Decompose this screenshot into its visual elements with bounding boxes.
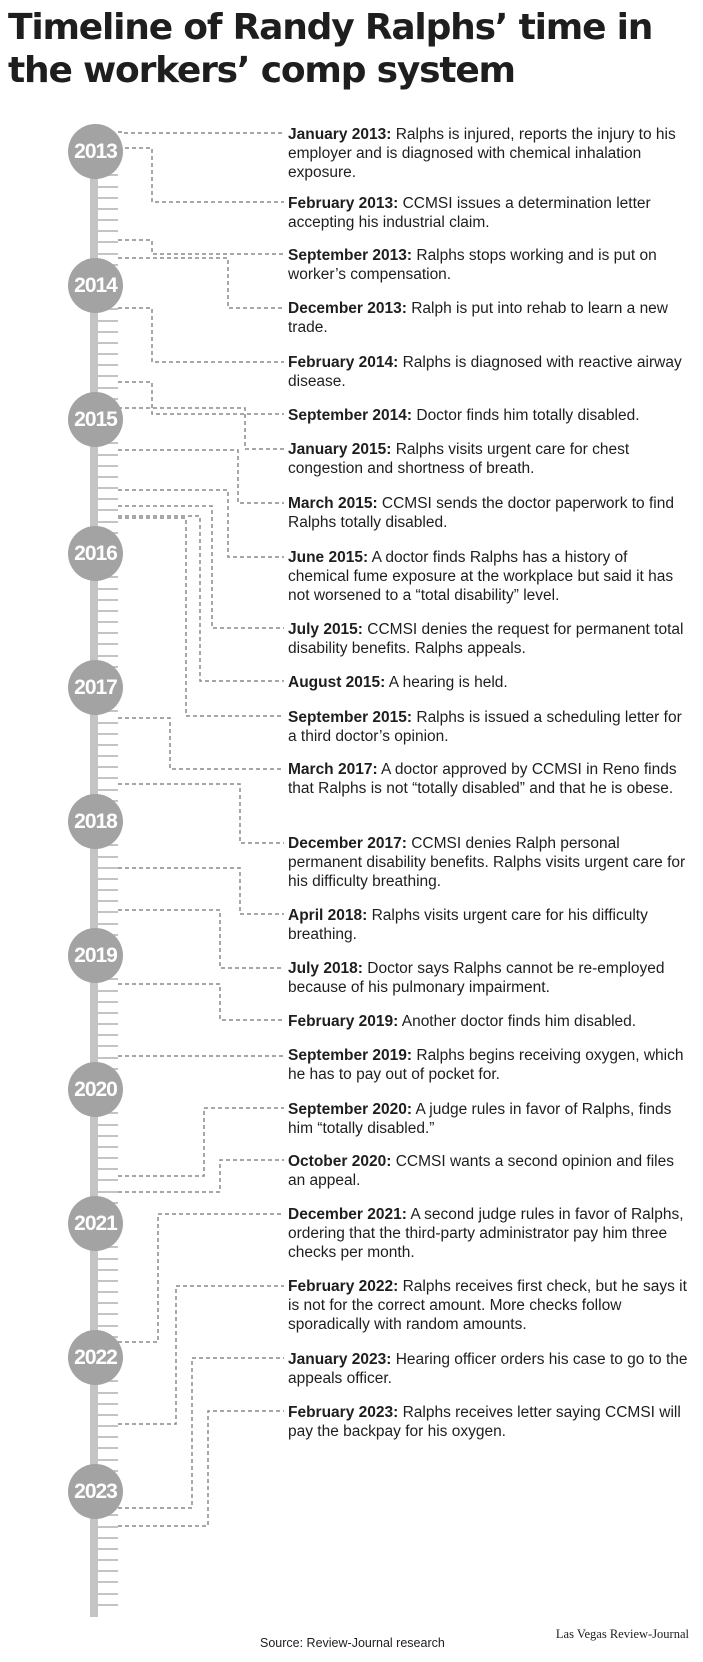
month-tick bbox=[98, 1447, 118, 1449]
month-tick bbox=[98, 331, 118, 333]
event-connector bbox=[118, 308, 284, 362]
month-tick bbox=[98, 1459, 118, 1461]
month-tick bbox=[98, 1548, 118, 1550]
timeline-event bbox=[288, 708, 688, 746]
month-tick bbox=[98, 253, 118, 255]
month-tick bbox=[98, 856, 118, 858]
month-tick bbox=[98, 1034, 118, 1036]
month-tick bbox=[98, 755, 118, 757]
month-tick bbox=[98, 1146, 118, 1148]
event-connector bbox=[118, 408, 284, 449]
month-tick bbox=[98, 1392, 118, 1394]
month-tick bbox=[98, 498, 118, 500]
month-tick bbox=[98, 588, 118, 590]
month-tick bbox=[98, 1280, 118, 1282]
month-tick bbox=[98, 744, 118, 746]
month-tick bbox=[98, 621, 118, 623]
event-date: February 2022: bbox=[288, 1278, 399, 1295]
event-text: CCMSI issues a determination letter accepting his industrial claim. bbox=[288, 195, 651, 231]
month-tick bbox=[98, 509, 118, 511]
event-connector bbox=[118, 1108, 284, 1176]
year-marker: 2016 bbox=[68, 526, 123, 581]
month-tick bbox=[98, 1135, 118, 1137]
event-date: December 2013: bbox=[288, 300, 407, 317]
month-tick bbox=[98, 1559, 118, 1561]
month-tick bbox=[98, 777, 118, 779]
event-text: A judge rules in favor of Ralphs, finds him “totally disabled.” bbox=[288, 1101, 672, 1137]
event-date: January 2015: bbox=[288, 441, 392, 458]
event-connector bbox=[118, 910, 284, 968]
event-text: Ralphs is diagnosed with reactive airway disease. bbox=[288, 354, 682, 390]
event-connector bbox=[118, 1214, 284, 1342]
event-date: April 2018: bbox=[288, 907, 368, 924]
month-tick bbox=[98, 241, 118, 243]
event-date: January 2023: bbox=[288, 1351, 392, 1368]
event-date: March 2017: bbox=[288, 761, 378, 778]
publisher-credit: Las Vegas Review-Journal bbox=[555, 1627, 689, 1641]
month-tick bbox=[98, 1570, 118, 1572]
event-text: Ralphs is issued a scheduling letter for a third doctor’s opinion. bbox=[288, 709, 682, 745]
month-tick bbox=[98, 364, 118, 366]
timeline-event bbox=[288, 760, 688, 798]
event-text: CCMSI sends the doctor paperwork to find Ralphs totally disabled. bbox=[288, 495, 674, 531]
month-tick bbox=[98, 599, 118, 601]
month-tick bbox=[98, 342, 118, 344]
event-text: A second judge rules in favor of Ralphs, ordering that the third-party administrator pay him three checks per month. bbox=[288, 1206, 684, 1261]
month-tick bbox=[98, 454, 118, 456]
event-date: September 2014: bbox=[288, 407, 413, 424]
month-tick bbox=[98, 1001, 118, 1003]
event-text: Ralph is put into rehab to learn a new trade. bbox=[288, 300, 668, 336]
timeline-event bbox=[288, 906, 688, 944]
event-date: October 2020: bbox=[288, 1153, 392, 1170]
event-text: Ralphs is injured, reports the injury to his employer and is diagnosed with chemical inhalation exposure. bbox=[288, 126, 676, 181]
month-tick bbox=[98, 867, 118, 869]
timeline-event bbox=[288, 194, 688, 232]
month-tick bbox=[98, 1593, 118, 1595]
month-tick bbox=[98, 320, 118, 322]
timeline-axis bbox=[90, 128, 98, 1617]
timeline-event bbox=[288, 1205, 688, 1262]
month-tick bbox=[98, 1581, 118, 1583]
month-tick bbox=[98, 1414, 118, 1416]
month-tick bbox=[98, 230, 118, 232]
event-date: September 2020: bbox=[288, 1101, 413, 1118]
month-tick bbox=[98, 632, 118, 634]
year-marker: 2020 bbox=[68, 1062, 123, 1117]
year-marker: 2018 bbox=[68, 794, 123, 849]
event-connector bbox=[118, 1286, 284, 1424]
month-tick bbox=[98, 722, 118, 724]
month-tick bbox=[98, 1604, 118, 1606]
event-text: Ralphs begins receiving oxygen, which he has to pay out of pocket for. bbox=[288, 1047, 684, 1083]
month-tick bbox=[98, 1436, 118, 1438]
title-line-2: the workers’ comp system bbox=[8, 50, 515, 91]
event-date: September 2013: bbox=[288, 247, 413, 264]
event-date: December 2021: bbox=[288, 1206, 407, 1223]
month-tick bbox=[98, 1124, 118, 1126]
timeline-event bbox=[288, 494, 688, 532]
month-tick bbox=[98, 643, 118, 645]
month-tick bbox=[98, 610, 118, 612]
month-tick bbox=[98, 1526, 118, 1528]
month-tick bbox=[98, 1045, 118, 1047]
event-connector bbox=[118, 1358, 284, 1508]
year-marker: 2014 bbox=[68, 258, 123, 313]
event-text: Doctor says Ralphs cannot be re-employed because of his pulmonary impairment. bbox=[288, 960, 665, 996]
timeline-event bbox=[288, 1277, 688, 1334]
timeline-event bbox=[288, 1350, 688, 1388]
event-date: December 2017: bbox=[288, 835, 407, 852]
event-connector bbox=[118, 984, 284, 1020]
month-tick bbox=[98, 375, 118, 377]
event-connector bbox=[118, 518, 284, 716]
month-tick bbox=[98, 1537, 118, 1539]
title-line-1: Timeline of Randy Ralphs’ time in bbox=[8, 7, 653, 48]
event-date: June 2015: bbox=[288, 549, 369, 566]
page-title bbox=[8, 6, 698, 92]
event-date: July 2018: bbox=[288, 960, 363, 977]
event-connector bbox=[118, 490, 284, 557]
month-tick bbox=[98, 900, 118, 902]
month-tick bbox=[98, 1168, 118, 1170]
year-marker: 2019 bbox=[68, 928, 123, 983]
event-connector bbox=[118, 148, 284, 202]
month-tick bbox=[98, 789, 118, 791]
month-tick bbox=[98, 219, 118, 221]
month-tick bbox=[98, 923, 118, 925]
month-tick bbox=[98, 353, 118, 355]
timeline-event bbox=[288, 1403, 688, 1441]
month-tick bbox=[98, 1057, 118, 1059]
timeline-event bbox=[288, 1012, 688, 1031]
event-date: March 2015: bbox=[288, 495, 378, 512]
event-text: CCMSI denies the request for permanent total disability benefits. Ralphs appeals. bbox=[288, 621, 684, 657]
month-tick bbox=[98, 1425, 118, 1427]
event-connector bbox=[118, 1411, 284, 1526]
event-connector bbox=[118, 240, 284, 254]
month-tick bbox=[98, 1269, 118, 1271]
event-connector bbox=[118, 784, 284, 843]
month-tick bbox=[98, 465, 118, 467]
year-marker: 2017 bbox=[68, 660, 123, 715]
month-tick bbox=[98, 387, 118, 389]
event-date: September 2019: bbox=[288, 1047, 413, 1064]
event-text: Another doctor finds him disabled. bbox=[398, 1013, 637, 1030]
event-text: Doctor finds him totally disabled. bbox=[412, 407, 640, 424]
event-date: February 2019: bbox=[288, 1013, 399, 1030]
event-text: A hearing is held. bbox=[385, 674, 508, 691]
month-tick bbox=[98, 1012, 118, 1014]
month-tick bbox=[98, 476, 118, 478]
year-marker: 2015 bbox=[68, 392, 123, 447]
month-tick bbox=[98, 766, 118, 768]
year-marker: 2022 bbox=[68, 1330, 123, 1385]
timeline-event bbox=[288, 548, 688, 605]
year-marker: 2023 bbox=[68, 1464, 123, 1519]
timeline-event bbox=[288, 1152, 688, 1190]
month-tick bbox=[98, 655, 118, 657]
month-tick bbox=[98, 1302, 118, 1304]
year-marker: 2013 bbox=[68, 124, 123, 179]
event-text: Ralphs receives first check, but he says it is not for the correct amount. More checks follow sporadically with random amounts. bbox=[288, 1278, 687, 1333]
event-text: Ralphs stops working and is put on worker’s compensation. bbox=[288, 247, 657, 283]
event-text: A doctor approved by CCMSI in Reno finds that Ralphs is not “totally disabled” and that he is obese. bbox=[288, 761, 677, 797]
event-text: Hearing officer orders his case to go to the appeals officer. bbox=[288, 1351, 688, 1387]
event-date: February 2023: bbox=[288, 1404, 399, 1421]
event-date: August 2015: bbox=[288, 674, 386, 691]
event-text: Ralphs visits urgent care for his difficulty breathing. bbox=[288, 907, 648, 943]
month-tick bbox=[98, 1313, 118, 1315]
event-connector bbox=[118, 868, 284, 914]
month-tick bbox=[98, 878, 118, 880]
event-date: September 2015: bbox=[288, 709, 413, 726]
month-tick bbox=[98, 1403, 118, 1405]
event-date: July 2015: bbox=[288, 621, 363, 638]
event-text: CCMSI denies Ralph personal permanent disability benefits. Ralphs visits urgent care for his difficulty breathing. bbox=[288, 835, 686, 890]
event-connector bbox=[118, 450, 284, 503]
timeline-event bbox=[288, 406, 688, 425]
event-text: Ralphs visits urgent care for chest congestion and shortness of breath. bbox=[288, 441, 630, 477]
timeline-event bbox=[288, 834, 688, 891]
timeline-event bbox=[288, 299, 688, 337]
event-text: Ralphs receives letter saying CCMSI will pay the backpay for his oxygen. bbox=[288, 1404, 681, 1440]
month-tick bbox=[98, 487, 118, 489]
event-connector bbox=[118, 516, 284, 681]
month-tick bbox=[98, 990, 118, 992]
month-tick bbox=[98, 733, 118, 735]
month-tick bbox=[98, 1325, 118, 1327]
timeline-event bbox=[288, 1100, 688, 1138]
event-connector bbox=[118, 506, 284, 628]
month-tick bbox=[98, 911, 118, 913]
month-tick bbox=[98, 186, 118, 188]
timeline-event bbox=[288, 673, 688, 692]
month-tick bbox=[98, 1191, 118, 1193]
timeline-event bbox=[288, 125, 688, 182]
event-connector bbox=[118, 718, 284, 769]
timeline-event bbox=[288, 246, 688, 284]
year-marker: 2021 bbox=[68, 1196, 123, 1251]
event-connector bbox=[118, 132, 284, 133]
event-text: CCMSI wants a second opinion and files an appeal. bbox=[288, 1153, 674, 1189]
event-connector bbox=[118, 258, 284, 308]
month-tick bbox=[98, 521, 118, 523]
month-tick bbox=[98, 889, 118, 891]
event-connector bbox=[118, 1160, 284, 1192]
month-tick bbox=[98, 1179, 118, 1181]
timeline-event bbox=[288, 440, 688, 478]
timeline-event bbox=[288, 620, 688, 658]
month-tick bbox=[98, 1157, 118, 1159]
timeline-event bbox=[288, 1046, 688, 1084]
month-tick bbox=[98, 208, 118, 210]
event-date: February 2013: bbox=[288, 195, 399, 212]
event-connector bbox=[118, 382, 284, 414]
timeline-event bbox=[288, 959, 688, 997]
month-tick bbox=[98, 197, 118, 199]
month-tick bbox=[98, 1023, 118, 1025]
event-text: A doctor finds Ralphs has a history of chemical fume exposure at the workplace but said it has not worsened to a “total disability” level. bbox=[288, 549, 674, 604]
event-date: February 2014: bbox=[288, 354, 399, 371]
month-tick bbox=[98, 1291, 118, 1293]
month-tick bbox=[98, 1258, 118, 1260]
event-date: January 2013: bbox=[288, 126, 392, 143]
source-note: Source: Review-Journal research bbox=[260, 1636, 445, 1650]
timeline-event bbox=[288, 353, 688, 391]
